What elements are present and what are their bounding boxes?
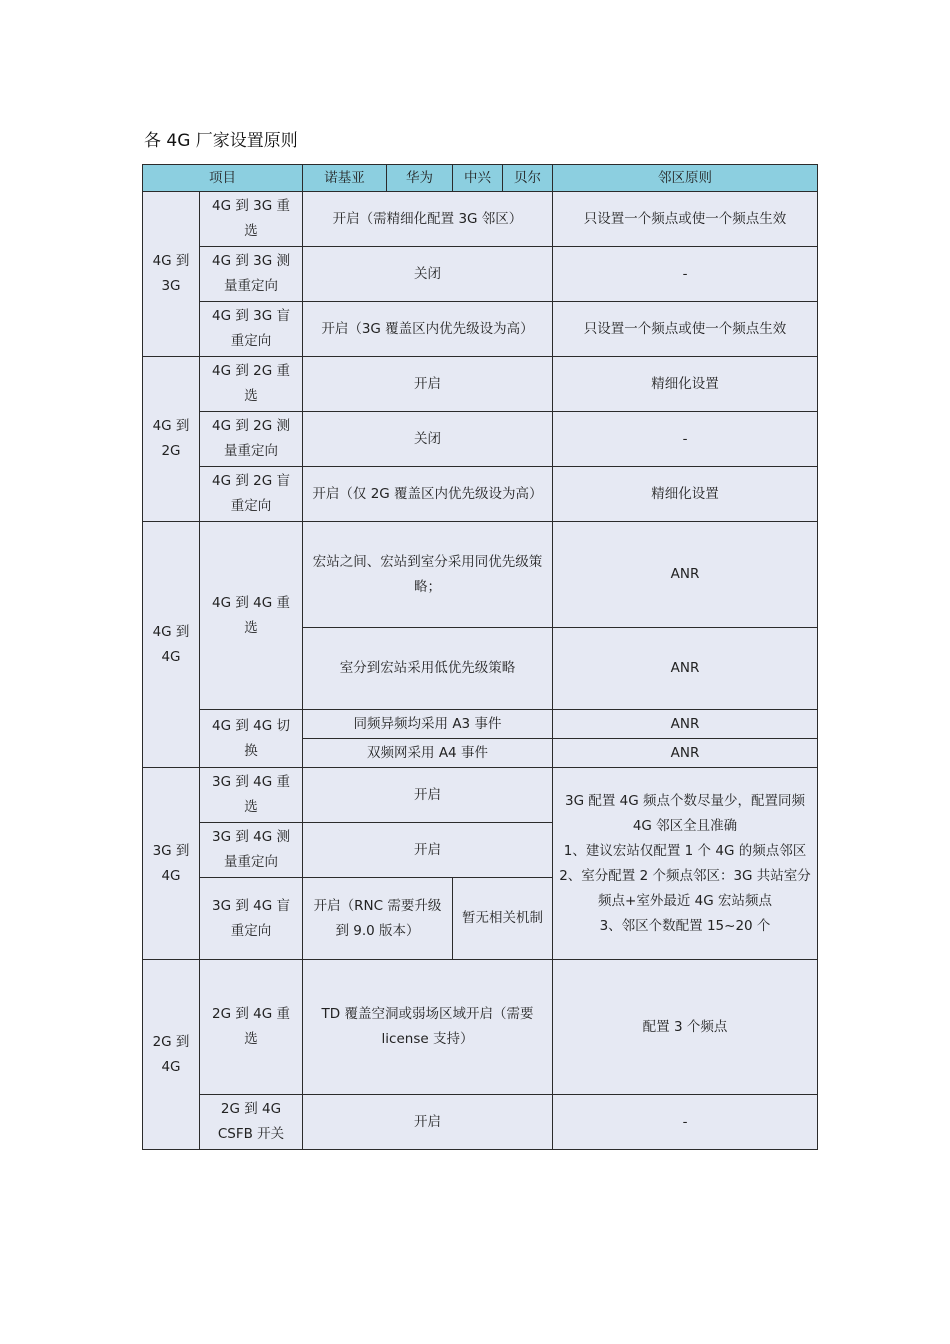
neighbor-cell: 只设置一个频点或使一个频点生效: [553, 192, 818, 247]
table-row: [143, 768, 818, 823]
header-row: [143, 165, 818, 192]
table-row: [143, 192, 818, 247]
item-cell: 4G 到 2G 盲重定向: [200, 467, 303, 522]
neighbor-cell: 精细化设置: [553, 357, 818, 412]
setting-cell: 开启: [303, 357, 553, 412]
item-cell: 3G 到 4G 重选: [200, 768, 303, 823]
setting-cell: 开启（仅 2G 覆盖区内优先级设为高）: [303, 467, 553, 522]
setting-cell: 开启: [303, 823, 553, 878]
page-title: 各 4G 厂家设置原则: [144, 131, 298, 151]
item-cell: 3G 到 4G 盲重定向: [200, 878, 303, 960]
neighbor-cell: ANR: [553, 710, 818, 739]
setting-cell: 双频网采用 A4 事件: [303, 739, 553, 768]
header-neighbor-principle: 邻区原则: [553, 165, 818, 192]
neighbor-line: 3、邻区个数配置 15~20 个: [599, 917, 771, 934]
group-label: 4G 到 2G: [143, 357, 200, 522]
table-row: [143, 710, 818, 739]
group-label: 4G 到 4G: [143, 522, 200, 768]
neighbor-cell: ANR: [553, 628, 818, 710]
neighbor-cell: ANR: [553, 739, 818, 768]
group-label: 2G 到 4G: [143, 960, 200, 1150]
table-row: [143, 412, 818, 467]
setting-cell: 开启（需精细化配置 3G 邻区）: [303, 192, 553, 247]
item-cell: 2G 到 4G CSFB 开关: [200, 1095, 303, 1150]
item-cell: 4G 到 2G 测量重定向: [200, 412, 303, 467]
neighbor-line: 3G 配置 4G 频点个数尽量少，配置同频 4G 邻区全且准确: [565, 792, 805, 834]
setting-cell: 宏站之间、宏站到室分采用同优先级策略；: [303, 522, 553, 628]
group-label: 4G 到 3G: [143, 192, 200, 357]
item-cell: 4G 到 3G 盲重定向: [200, 302, 303, 357]
neighbor-line: 2、室分配置 2 个频点邻区：3G 共站室分频点+室外最近 4G 宏站频点: [559, 867, 811, 909]
item-cell: 4G 到 4G 切换: [200, 710, 303, 768]
neighbor-cell: ANR: [553, 522, 818, 628]
table-row: [143, 247, 818, 302]
neighbor-cell: 只设置一个频点或使一个频点生效: [553, 302, 818, 357]
neighbor-cell: -: [553, 412, 818, 467]
setting-cell: 同频异频均采用 A3 事件: [303, 710, 553, 739]
item-cell: 4G 到 3G 重选: [200, 192, 303, 247]
item-cell: 2G 到 4G 重选: [200, 960, 303, 1095]
header-zte: 中兴: [453, 165, 503, 192]
setting-cell: 关闭: [303, 247, 553, 302]
setting-cell: TD 覆盖空洞或弱场区域开启（需要 license 支持）: [303, 960, 553, 1095]
table-row: [143, 1095, 818, 1150]
neighbor-line: 1、建议宏站仅配置 1 个 4G 的频点邻区: [563, 842, 807, 859]
setting-cell: 关闭: [303, 412, 553, 467]
table-row: [143, 960, 818, 1095]
neighbor-cell: -: [553, 247, 818, 302]
neighbor-cell: -: [553, 1095, 818, 1150]
table-row: [143, 357, 818, 412]
item-cell: 4G 到 3G 测量重定向: [200, 247, 303, 302]
setting-cell: 开启（RNC 需要升级到 9.0 版本）: [303, 878, 453, 960]
setting-cell: 开启: [303, 768, 553, 823]
setting-cell: 暂无相关机制: [453, 878, 553, 960]
setting-cell: 开启: [303, 1095, 553, 1150]
header-nokia: 诺基亚: [303, 165, 387, 192]
table-row: [143, 302, 818, 357]
item-cell: 4G 到 4G 重选: [200, 522, 303, 710]
item-cell: 3G 到 4G 测量重定向: [200, 823, 303, 878]
vendor-settings-table: [142, 164, 818, 1150]
header-item: 项目: [143, 165, 303, 192]
item-cell: 4G 到 2G 重选: [200, 357, 303, 412]
neighbor-cell: [553, 768, 818, 960]
setting-cell: 室分到宏站采用低优先级策略: [303, 628, 553, 710]
group-label: 3G 到 4G: [143, 768, 200, 960]
neighbor-cell: 精细化设置: [553, 467, 818, 522]
table-row: [143, 522, 818, 628]
setting-cell: 开启（3G 覆盖区内优先级设为高）: [303, 302, 553, 357]
header-alcatel: 贝尔: [503, 165, 553, 192]
neighbor-cell: 配置 3 个频点: [553, 960, 818, 1095]
header-huawei: 华为: [387, 165, 453, 192]
table-row: [143, 467, 818, 522]
